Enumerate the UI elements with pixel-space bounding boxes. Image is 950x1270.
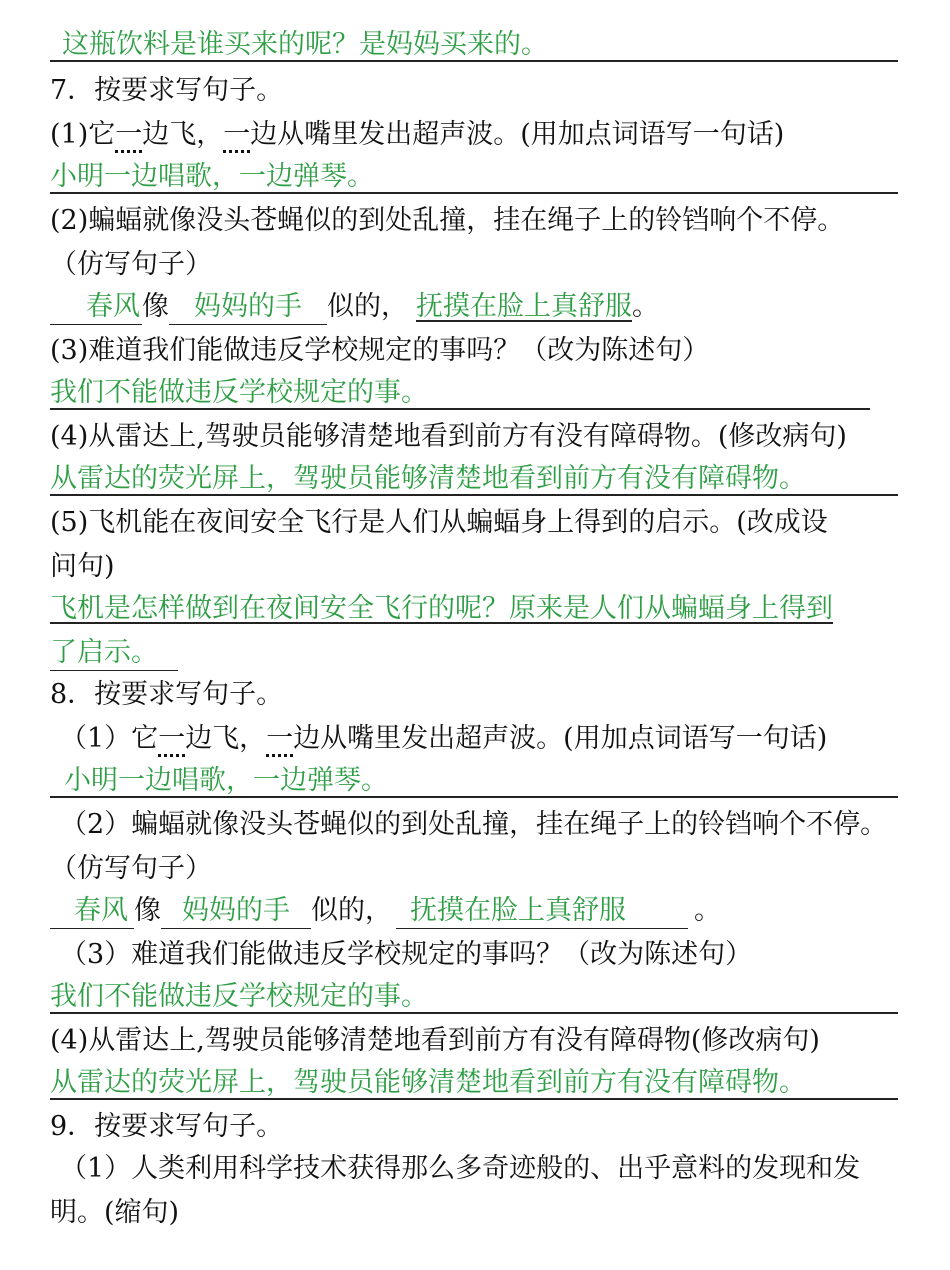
answer-rule: [50, 494, 898, 496]
q7-2-prompt: (2)蝙蝠就像没头苍蝇似的到处乱撞，挂在绳子上的铃铛响个不停。: [50, 205, 845, 236]
blank-2: 妈妈的手: [161, 894, 311, 929]
q7-2-answer: 春风像 妈妈的手 似的， 抚摸在脸上真舒服。: [50, 290, 659, 325]
emphasis-dot-char: 一: [115, 119, 143, 150]
blank-2: 妈妈的手: [169, 290, 327, 325]
q7-5-answer: 飞机是怎样做到在夜间安全飞行的呢？原来是人们从蝙蝠身上得到: [50, 593, 833, 624]
q7-3-answer: 我们不能做违反学校规定的事。: [50, 377, 428, 408]
question-9-heading: 9．按要求写句子。: [50, 1111, 284, 1142]
question-8-heading: 8．按要求写句子。: [50, 679, 284, 710]
q7-3-prompt: (3)难道我们能做违反学校规定的事吗？（改为陈述句）: [50, 335, 710, 366]
q8-2-answer: 春风 像 妈妈的手 似的， 抚摸在脸上真舒服 。: [50, 894, 721, 929]
answer-text: 这瓶饮料是谁买来的呢？是妈妈买来的。: [62, 29, 548, 60]
q7-4-prompt: (4)从雷达上,驾驶员能够清楚地看到前方有没有障碍物。(修改病句): [50, 421, 847, 452]
answer-rule: [50, 408, 870, 410]
q9-1-prompt-cont: 明。(缩句): [50, 1197, 180, 1228]
q7-4-answer: 从雷达的荧光屏上，驾驶员能够清楚地看到前方有没有障碍物。: [50, 463, 806, 494]
q7-5-prompt: (5)飞机能在夜间安全飞行是人们从蝙蝠身上得到的启示。(改成设: [50, 507, 828, 538]
q8-1-prompt: （1）它一边飞，一边从嘴里发出超声波。(用加点词语写一句话): [60, 723, 828, 754]
q7-2-instruction: （仿写句子）: [50, 249, 212, 280]
q7-1-prompt: (1)它一边飞，一边从嘴里发出超声波。(用加点词语写一句话): [50, 119, 785, 150]
q7-5-prompt-cont: 问句): [50, 551, 115, 582]
blank-3: 抚摸在脸上真舒服: [416, 291, 632, 322]
q8-3-prompt: （3）难道我们能做违反学校规定的事吗？（改为陈述句）: [60, 939, 753, 970]
answer-rule: [50, 796, 898, 798]
q7-5-answer-cont: 了启示。: [50, 636, 178, 671]
question-7-heading: 7．按要求写句子。: [50, 75, 284, 106]
emphasis-dot-char: 一: [223, 119, 251, 150]
blank-1: 春风: [50, 290, 142, 325]
blank-3: 抚摸在脸上真舒服: [396, 894, 688, 929]
q7-1-answer: 小明一边唱歌，一边弹琴。: [50, 161, 374, 192]
blank-1: 春风: [50, 894, 134, 929]
emphasis-dot-char: 一: [266, 723, 294, 754]
answer-line: [62, 28, 548, 62]
q8-1-answer: 小明一边唱歌，一边弹琴。: [64, 765, 388, 796]
q8-2-instruction: （仿写句子）: [50, 853, 212, 884]
answer-rule: [50, 192, 898, 194]
q8-3-answer: 我们不能做违反学校规定的事。: [50, 981, 428, 1012]
emphasis-dot-char: 一: [158, 723, 186, 754]
answer-rule: [50, 1012, 898, 1014]
q9-1-prompt: （1）人类利用科学技术获得那么多奇迹般的、出乎意料的发现和发: [60, 1153, 861, 1184]
q8-2-prompt: （2）蝙蝠就像没头苍蝇似的到处乱撞，挂在绳子上的铃铛响个不停。: [60, 809, 888, 840]
answer-rule: [50, 1098, 898, 1100]
q8-4-prompt: (4)从雷达上,驾驶员能够清楚地看到前方有没有障碍物(修改病句): [50, 1025, 820, 1056]
answer-rule: [50, 60, 898, 62]
q8-4-answer: 从雷达的荧光屏上，驾驶员能够清楚地看到前方有没有障碍物。: [50, 1067, 806, 1098]
